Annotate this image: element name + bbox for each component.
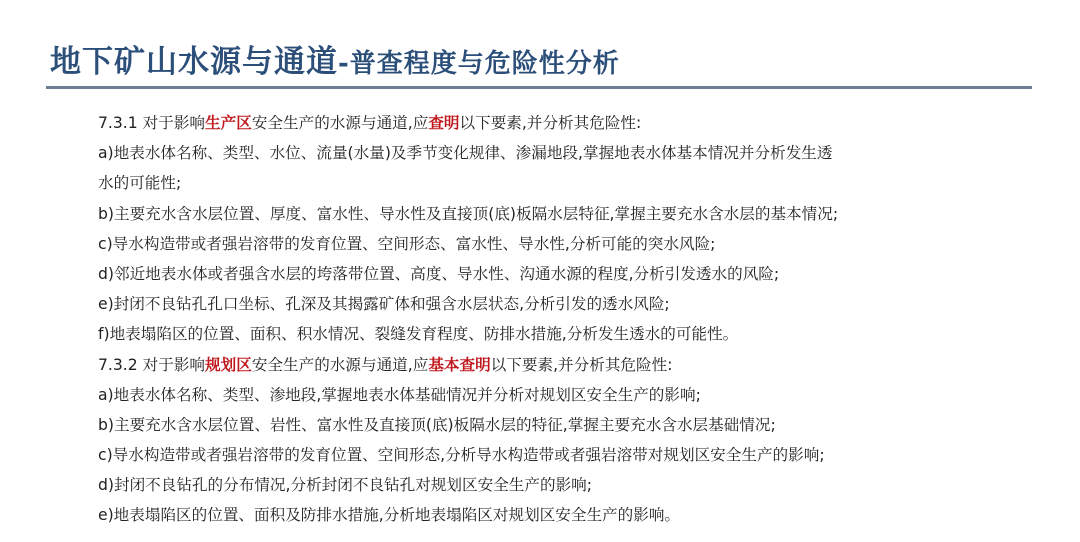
highlight-basically-ascertain: 基本查明 xyxy=(428,355,491,374)
highlight-planning-area: 规划区 xyxy=(205,355,252,374)
section-heading-7-3-2 xyxy=(98,350,1058,380)
list-item: d)邻近地表水体或者强含水层的垮落带位置、高度、导水性、沟通水源的程度,分析引发透水的风险; xyxy=(98,264,780,283)
heading-text: 安全生产的水源与通道,应 xyxy=(251,114,429,132)
list-item: a)地表水体名称、类型、渗地段,掌握地表水体基础情况并分析对规划区安全生产的影响; xyxy=(98,385,701,404)
list-item: c)导水构造带或者强岩溶带的发育位置、空间形态,分析导水构造带或者强岩溶带对规划区安全生产的影响; xyxy=(98,446,825,465)
title-main: 地下矿山水源与通道 xyxy=(50,44,338,80)
content-body xyxy=(98,108,1058,531)
list-item: b)主要充水含水层位置、岩性、富水性及直接顶(底)板隔水层的特征,掌握主要充水含水层基础情况; xyxy=(98,415,776,434)
title-subtitle: -普查程度与危险性分析 xyxy=(338,49,620,79)
page-title xyxy=(50,36,620,81)
section-heading-7-3-1 xyxy=(98,108,1058,138)
list-item: e)封闭不良钻孔孔口坐标、孔深及其揭露矿体和强含水层状态,分析引发的透水风险; xyxy=(98,295,670,314)
list-item: 水的可能性; xyxy=(98,174,182,193)
list-item: d)封闭不良钻孔的分布情况,分析封闭不良钻孔对规划区安全生产的影响; xyxy=(98,476,593,495)
list-item: a)地表水体名称、类型、水位、流量(水量)及季节变化规律、渗漏地段,掌握地表水体基本情况并分析发生透 xyxy=(98,144,833,163)
highlight-production-area: 生产区 xyxy=(205,114,252,132)
heading-text: 以下要素,并分析其危险性: xyxy=(459,114,642,132)
highlight-ascertain: 查明 xyxy=(428,114,460,132)
list-item: e)地表塌陷区的位置、面积及防排水措施,分析地表塌陷区对规划区安全生产的影响。 xyxy=(98,506,681,525)
heading-text: 安全生产的水源与通道,应 xyxy=(251,355,429,374)
title-divider xyxy=(46,86,1032,89)
list-item: c)导水构造带或者强岩溶带的发育位置、空间形态、富水性、导水性,分析可能的突水风险; xyxy=(98,234,716,253)
heading-text: 7.3.1 对于影响 xyxy=(98,114,206,132)
list-item: f)地表塌陷区的位置、面积、积水情况、裂缝发育程度、防排水措施,分析发生透水的可能性。 xyxy=(98,325,739,344)
heading-text: 7.3.2 对于影响 xyxy=(98,355,206,374)
heading-text: 以下要素,并分析其危险性: xyxy=(490,355,673,374)
list-item: b)主要充水含水层位置、厚度、富水性、导水性及直接顶(底)板隔水层特征,掌握主要充水含水层的基本情况; xyxy=(98,204,839,223)
